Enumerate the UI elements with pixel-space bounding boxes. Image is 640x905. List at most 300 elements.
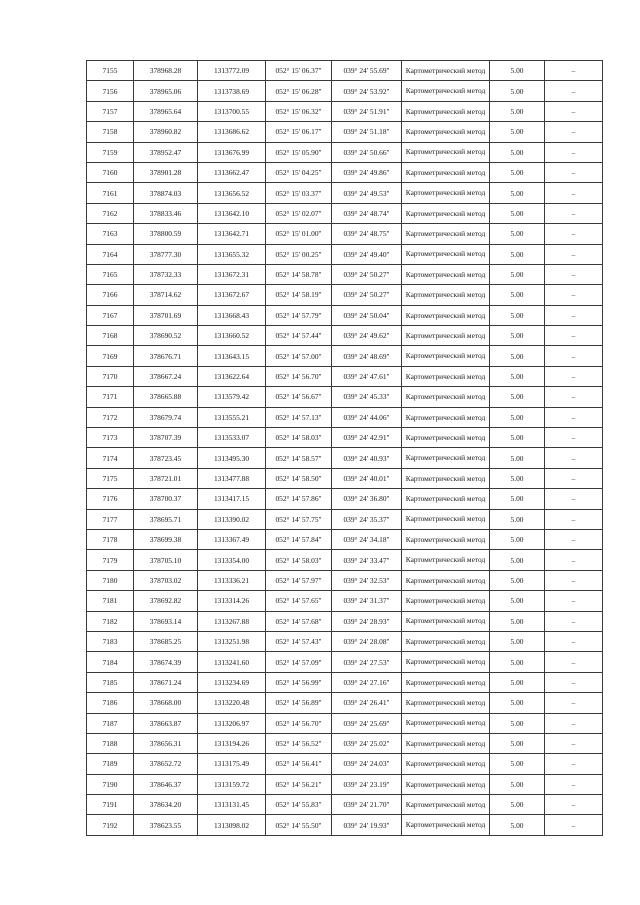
table-row bbox=[87, 203, 603, 223]
x-coordinate-cell: 378646.37 bbox=[134, 774, 198, 794]
x-coordinate-cell: 378874.03 bbox=[134, 183, 198, 203]
note-cell: – bbox=[545, 509, 603, 529]
table-row bbox=[87, 774, 603, 794]
method-cell: Картометрический метод bbox=[402, 652, 490, 672]
point-number-cell: 7165 bbox=[87, 264, 134, 284]
longitude-cell: 039° 24' 19.93" bbox=[332, 815, 402, 835]
y-coordinate-cell: 1313477.88 bbox=[198, 468, 266, 488]
table-row bbox=[87, 366, 603, 386]
y-coordinate-cell: 1313175.49 bbox=[198, 754, 266, 774]
longitude-cell: 039° 24' 55.69" bbox=[332, 61, 402, 81]
latitude-cell: 052° 14' 57.97" bbox=[266, 570, 332, 590]
latitude-cell: 052° 14' 57.09" bbox=[266, 652, 332, 672]
method-cell: Картометрический метод bbox=[402, 183, 490, 203]
point-number-cell: 7181 bbox=[87, 591, 134, 611]
point-number-cell: 7175 bbox=[87, 468, 134, 488]
method-cell: Картометрический метод bbox=[402, 631, 490, 651]
point-number-cell: 7191 bbox=[87, 795, 134, 815]
point-number-cell: 7157 bbox=[87, 101, 134, 121]
method-cell: Картометрический метод bbox=[402, 815, 490, 835]
y-coordinate-cell: 1313672.67 bbox=[198, 285, 266, 305]
latitude-cell: 052° 14' 57.86" bbox=[266, 489, 332, 509]
y-coordinate-cell: 1313533.07 bbox=[198, 428, 266, 448]
note-cell: – bbox=[545, 244, 603, 264]
y-coordinate-cell: 1313772.09 bbox=[198, 61, 266, 81]
method-cell: Картометрический метод bbox=[402, 305, 490, 325]
point-number-cell: 7162 bbox=[87, 203, 134, 223]
point-number-cell: 7163 bbox=[87, 224, 134, 244]
method-cell: Картометрический метод bbox=[402, 795, 490, 815]
y-coordinate-cell: 1313579.42 bbox=[198, 387, 266, 407]
longitude-cell: 039° 24' 48.69" bbox=[332, 346, 402, 366]
note-cell: – bbox=[545, 81, 603, 101]
longitude-cell: 039° 24' 51.91" bbox=[332, 101, 402, 121]
method-cell: Картометрический метод bbox=[402, 529, 490, 549]
note-cell: – bbox=[545, 162, 603, 182]
point-number-cell: 7174 bbox=[87, 448, 134, 468]
longitude-cell: 039° 24' 44.06" bbox=[332, 407, 402, 427]
latitude-cell: 052° 15' 06.28" bbox=[266, 81, 332, 101]
latitude-cell: 052° 14' 57.43" bbox=[266, 631, 332, 651]
table-row bbox=[87, 754, 603, 774]
note-cell: – bbox=[545, 529, 603, 549]
table-row bbox=[87, 162, 603, 182]
accuracy-cell: 5.00 bbox=[490, 326, 545, 346]
x-coordinate-cell: 378652.72 bbox=[134, 754, 198, 774]
method-cell: Картометрический метод bbox=[402, 733, 490, 753]
latitude-cell: 052° 14' 56.70" bbox=[266, 366, 332, 386]
x-coordinate-cell: 378700.37 bbox=[134, 489, 198, 509]
point-number-cell: 7172 bbox=[87, 407, 134, 427]
accuracy-cell: 5.00 bbox=[490, 815, 545, 835]
point-number-cell: 7166 bbox=[87, 285, 134, 305]
table-row bbox=[87, 244, 603, 264]
point-number-cell: 7159 bbox=[87, 142, 134, 162]
latitude-cell: 052° 15' 06.32" bbox=[266, 101, 332, 121]
note-cell: – bbox=[545, 713, 603, 733]
longitude-cell: 039° 24' 27.16" bbox=[332, 672, 402, 692]
table-row bbox=[87, 142, 603, 162]
table-row bbox=[87, 264, 603, 284]
accuracy-cell: 5.00 bbox=[490, 61, 545, 81]
x-coordinate-cell: 378671.24 bbox=[134, 672, 198, 692]
note-cell: – bbox=[545, 203, 603, 223]
x-coordinate-cell: 378705.10 bbox=[134, 550, 198, 570]
table-row bbox=[87, 489, 603, 509]
y-coordinate-cell: 1313390.02 bbox=[198, 509, 266, 529]
note-cell: – bbox=[545, 733, 603, 753]
y-coordinate-cell: 1313098.02 bbox=[198, 815, 266, 835]
longitude-cell: 039° 24' 47.61" bbox=[332, 366, 402, 386]
y-coordinate-cell: 1313336.21 bbox=[198, 570, 266, 590]
y-coordinate-cell: 1313495.30 bbox=[198, 448, 266, 468]
longitude-cell: 039° 24' 27.53" bbox=[332, 652, 402, 672]
longitude-cell: 039° 24' 26.41" bbox=[332, 693, 402, 713]
y-coordinate-cell: 1313367.49 bbox=[198, 529, 266, 549]
note-cell: – bbox=[545, 815, 603, 835]
table-row bbox=[87, 183, 603, 203]
x-coordinate-cell: 378623.55 bbox=[134, 815, 198, 835]
method-cell: Картометрический метод bbox=[402, 570, 490, 590]
point-number-cell: 7176 bbox=[87, 489, 134, 509]
latitude-cell: 052° 14' 58.03" bbox=[266, 428, 332, 448]
latitude-cell: 052° 15' 06.17" bbox=[266, 122, 332, 142]
table-row bbox=[87, 122, 603, 142]
x-coordinate-cell: 378960.82 bbox=[134, 122, 198, 142]
x-coordinate-cell: 378723.45 bbox=[134, 448, 198, 468]
note-cell: – bbox=[545, 407, 603, 427]
note-cell: – bbox=[545, 693, 603, 713]
longitude-cell: 039° 24' 50.27" bbox=[332, 285, 402, 305]
point-number-cell: 7164 bbox=[87, 244, 134, 264]
table-row bbox=[87, 448, 603, 468]
longitude-cell: 039° 24' 53.92" bbox=[332, 81, 402, 101]
latitude-cell: 052° 14' 56.52" bbox=[266, 733, 332, 753]
table-row bbox=[87, 591, 603, 611]
y-coordinate-cell: 1313656.52 bbox=[198, 183, 266, 203]
latitude-cell: 052° 15' 04.25" bbox=[266, 162, 332, 182]
longitude-cell: 039° 24' 50.27" bbox=[332, 264, 402, 284]
accuracy-cell: 5.00 bbox=[490, 550, 545, 570]
y-coordinate-cell: 1313555.21 bbox=[198, 407, 266, 427]
method-cell: Картометрический метод bbox=[402, 509, 490, 529]
method-cell: Картометрический метод bbox=[402, 122, 490, 142]
note-cell: – bbox=[545, 754, 603, 774]
accuracy-cell: 5.00 bbox=[490, 591, 545, 611]
point-number-cell: 7182 bbox=[87, 611, 134, 631]
y-coordinate-cell: 1313655.32 bbox=[198, 244, 266, 264]
x-coordinate-cell: 378668.00 bbox=[134, 693, 198, 713]
note-cell: – bbox=[545, 305, 603, 325]
latitude-cell: 052° 14' 57.75" bbox=[266, 509, 332, 529]
y-coordinate-cell: 1313417.15 bbox=[198, 489, 266, 509]
x-coordinate-cell: 378695.71 bbox=[134, 509, 198, 529]
latitude-cell: 052° 15' 06.37" bbox=[266, 61, 332, 81]
longitude-cell: 039° 24' 24.03" bbox=[332, 754, 402, 774]
accuracy-cell: 5.00 bbox=[490, 366, 545, 386]
y-coordinate-cell: 1313643.15 bbox=[198, 346, 266, 366]
accuracy-cell: 5.00 bbox=[490, 733, 545, 753]
table-row bbox=[87, 346, 603, 366]
x-coordinate-cell: 378663.87 bbox=[134, 713, 198, 733]
longitude-cell: 039° 24' 49.86" bbox=[332, 162, 402, 182]
note-cell: – bbox=[545, 366, 603, 386]
point-number-cell: 7173 bbox=[87, 428, 134, 448]
point-number-cell: 7178 bbox=[87, 529, 134, 549]
longitude-cell: 039° 24' 23.19" bbox=[332, 774, 402, 794]
y-coordinate-cell: 1313642.71 bbox=[198, 224, 266, 244]
note-cell: – bbox=[545, 285, 603, 305]
latitude-cell: 052° 14' 56.21" bbox=[266, 774, 332, 794]
x-coordinate-cell: 378676.71 bbox=[134, 346, 198, 366]
longitude-cell: 039° 24' 28.93" bbox=[332, 611, 402, 631]
point-number-cell: 7187 bbox=[87, 713, 134, 733]
note-cell: – bbox=[545, 142, 603, 162]
point-number-cell: 7171 bbox=[87, 387, 134, 407]
latitude-cell: 052° 14' 57.00" bbox=[266, 346, 332, 366]
y-coordinate-cell: 1313668.43 bbox=[198, 305, 266, 325]
latitude-cell: 052° 15' 01.00" bbox=[266, 224, 332, 244]
y-coordinate-cell: 1313234.69 bbox=[198, 672, 266, 692]
table-row bbox=[87, 631, 603, 651]
x-coordinate-cell: 378833.46 bbox=[134, 203, 198, 223]
table-row bbox=[87, 81, 603, 101]
accuracy-cell: 5.00 bbox=[490, 672, 545, 692]
accuracy-cell: 5.00 bbox=[490, 631, 545, 651]
latitude-cell: 052° 14' 56.99" bbox=[266, 672, 332, 692]
method-cell: Картометрический метод bbox=[402, 61, 490, 81]
latitude-cell: 052° 15' 02.07" bbox=[266, 203, 332, 223]
table-row bbox=[87, 713, 603, 733]
y-coordinate-cell: 1313662.47 bbox=[198, 162, 266, 182]
x-coordinate-cell: 378665.88 bbox=[134, 387, 198, 407]
longitude-cell: 039° 24' 48.74" bbox=[332, 203, 402, 223]
y-coordinate-cell: 1313354.00 bbox=[198, 550, 266, 570]
y-coordinate-cell: 1313241.60 bbox=[198, 652, 266, 672]
accuracy-cell: 5.00 bbox=[490, 81, 545, 101]
accuracy-cell: 5.00 bbox=[490, 611, 545, 631]
note-cell: – bbox=[545, 387, 603, 407]
accuracy-cell: 5.00 bbox=[490, 305, 545, 325]
table-row bbox=[87, 815, 603, 835]
x-coordinate-cell: 378968.28 bbox=[134, 61, 198, 81]
accuracy-cell: 5.00 bbox=[490, 795, 545, 815]
accuracy-cell: 5.00 bbox=[490, 285, 545, 305]
x-coordinate-cell: 378667.24 bbox=[134, 366, 198, 386]
x-coordinate-cell: 378703.02 bbox=[134, 570, 198, 590]
latitude-cell: 052° 14' 56.67" bbox=[266, 387, 332, 407]
note-cell: – bbox=[545, 448, 603, 468]
table-row bbox=[87, 285, 603, 305]
latitude-cell: 052° 14' 57.79" bbox=[266, 305, 332, 325]
y-coordinate-cell: 1313700.55 bbox=[198, 101, 266, 121]
table-row bbox=[87, 795, 603, 815]
accuracy-cell: 5.00 bbox=[490, 428, 545, 448]
point-number-cell: 7183 bbox=[87, 631, 134, 651]
x-coordinate-cell: 378707.39 bbox=[134, 428, 198, 448]
accuracy-cell: 5.00 bbox=[490, 693, 545, 713]
point-number-cell: 7156 bbox=[87, 81, 134, 101]
x-coordinate-cell: 378699.38 bbox=[134, 529, 198, 549]
latitude-cell: 052° 14' 55.50" bbox=[266, 815, 332, 835]
accuracy-cell: 5.00 bbox=[490, 101, 545, 121]
point-number-cell: 7188 bbox=[87, 733, 134, 753]
accuracy-cell: 5.00 bbox=[490, 122, 545, 142]
latitude-cell: 052° 14' 56.70" bbox=[266, 713, 332, 733]
latitude-cell: 052° 14' 58.57" bbox=[266, 448, 332, 468]
longitude-cell: 039° 24' 33.47" bbox=[332, 550, 402, 570]
x-coordinate-cell: 378952.47 bbox=[134, 142, 198, 162]
point-number-cell: 7179 bbox=[87, 550, 134, 570]
y-coordinate-cell: 1313660.52 bbox=[198, 326, 266, 346]
point-number-cell: 7185 bbox=[87, 672, 134, 692]
latitude-cell: 052° 14' 55.83" bbox=[266, 795, 332, 815]
longitude-cell: 039° 24' 49.40" bbox=[332, 244, 402, 264]
accuracy-cell: 5.00 bbox=[490, 509, 545, 529]
y-coordinate-cell: 1313738.69 bbox=[198, 81, 266, 101]
accuracy-cell: 5.00 bbox=[490, 652, 545, 672]
longitude-cell: 039° 24' 31.37" bbox=[332, 591, 402, 611]
method-cell: Картометрический метод bbox=[402, 81, 490, 101]
method-cell: Картометрический метод bbox=[402, 550, 490, 570]
x-coordinate-cell: 378634.20 bbox=[134, 795, 198, 815]
table-row bbox=[87, 326, 603, 346]
accuracy-cell: 5.00 bbox=[490, 774, 545, 794]
latitude-cell: 052° 14' 58.50" bbox=[266, 468, 332, 488]
method-cell: Картометрический метод bbox=[402, 101, 490, 121]
method-cell: Картометрический метод bbox=[402, 366, 490, 386]
accuracy-cell: 5.00 bbox=[490, 570, 545, 590]
table-row bbox=[87, 611, 603, 631]
x-coordinate-cell: 378679.74 bbox=[134, 407, 198, 427]
y-coordinate-cell: 1313220.48 bbox=[198, 693, 266, 713]
note-cell: – bbox=[545, 346, 603, 366]
note-cell: – bbox=[545, 591, 603, 611]
accuracy-cell: 5.00 bbox=[490, 468, 545, 488]
x-coordinate-cell: 378800.59 bbox=[134, 224, 198, 244]
point-number-cell: 7189 bbox=[87, 754, 134, 774]
method-cell: Картометрический метод bbox=[402, 448, 490, 468]
longitude-cell: 039° 24' 45.33" bbox=[332, 387, 402, 407]
y-coordinate-cell: 1313251.98 bbox=[198, 631, 266, 651]
y-coordinate-cell: 1313267.88 bbox=[198, 611, 266, 631]
x-coordinate-cell: 378690.52 bbox=[134, 326, 198, 346]
method-cell: Картометрический метод bbox=[402, 285, 490, 305]
y-coordinate-cell: 1313622.64 bbox=[198, 366, 266, 386]
y-coordinate-cell: 1313194.26 bbox=[198, 733, 266, 753]
note-cell: – bbox=[545, 611, 603, 631]
table-row bbox=[87, 672, 603, 692]
y-coordinate-cell: 1313131.45 bbox=[198, 795, 266, 815]
accuracy-cell: 5.00 bbox=[490, 162, 545, 182]
table-row bbox=[87, 407, 603, 427]
y-coordinate-cell: 1313206.97 bbox=[198, 713, 266, 733]
latitude-cell: 052° 14' 56.41" bbox=[266, 754, 332, 774]
accuracy-cell: 5.00 bbox=[490, 713, 545, 733]
latitude-cell: 052° 14' 58.78" bbox=[266, 264, 332, 284]
latitude-cell: 052° 15' 05.90" bbox=[266, 142, 332, 162]
point-number-cell: 7167 bbox=[87, 305, 134, 325]
latitude-cell: 052° 14' 57.44" bbox=[266, 326, 332, 346]
point-number-cell: 7161 bbox=[87, 183, 134, 203]
y-coordinate-cell: 1313676.99 bbox=[198, 142, 266, 162]
table-row bbox=[87, 570, 603, 590]
x-coordinate-cell: 378901.28 bbox=[134, 162, 198, 182]
table-row bbox=[87, 387, 603, 407]
accuracy-cell: 5.00 bbox=[490, 489, 545, 509]
longitude-cell: 039° 24' 40.01" bbox=[332, 468, 402, 488]
longitude-cell: 039° 24' 50.66" bbox=[332, 142, 402, 162]
table-row bbox=[87, 509, 603, 529]
method-cell: Картометрический метод bbox=[402, 387, 490, 407]
latitude-cell: 052° 14' 57.84" bbox=[266, 529, 332, 549]
note-cell: – bbox=[545, 652, 603, 672]
x-coordinate-cell: 378692.82 bbox=[134, 591, 198, 611]
x-coordinate-cell: 378674.39 bbox=[134, 652, 198, 672]
y-coordinate-cell: 1313672.31 bbox=[198, 264, 266, 284]
method-cell: Картометрический метод bbox=[402, 326, 490, 346]
y-coordinate-cell: 1313686.62 bbox=[198, 122, 266, 142]
note-cell: – bbox=[545, 224, 603, 244]
method-cell: Картометрический метод bbox=[402, 774, 490, 794]
method-cell: Картометрический метод bbox=[402, 611, 490, 631]
longitude-cell: 039° 24' 49.53" bbox=[332, 183, 402, 203]
y-coordinate-cell: 1313159.72 bbox=[198, 774, 266, 794]
coordinates-table bbox=[86, 60, 603, 836]
table-row bbox=[87, 305, 603, 325]
longitude-cell: 039° 24' 28.08" bbox=[332, 631, 402, 651]
accuracy-cell: 5.00 bbox=[490, 264, 545, 284]
y-coordinate-cell: 1313314.26 bbox=[198, 591, 266, 611]
point-number-cell: 7168 bbox=[87, 326, 134, 346]
x-coordinate-cell: 378714.62 bbox=[134, 285, 198, 305]
longitude-cell: 039° 24' 40.93" bbox=[332, 448, 402, 468]
note-cell: – bbox=[545, 326, 603, 346]
point-number-cell: 7192 bbox=[87, 815, 134, 835]
note-cell: – bbox=[545, 468, 603, 488]
longitude-cell: 039° 24' 25.02" bbox=[332, 733, 402, 753]
latitude-cell: 052° 14' 57.13" bbox=[266, 407, 332, 427]
note-cell: – bbox=[545, 631, 603, 651]
longitude-cell: 039° 24' 50.04" bbox=[332, 305, 402, 325]
point-number-cell: 7170 bbox=[87, 366, 134, 386]
longitude-cell: 039° 24' 21.70" bbox=[332, 795, 402, 815]
method-cell: Картометрический метод bbox=[402, 672, 490, 692]
accuracy-cell: 5.00 bbox=[490, 529, 545, 549]
longitude-cell: 039° 24' 49.62" bbox=[332, 326, 402, 346]
accuracy-cell: 5.00 bbox=[490, 203, 545, 223]
note-cell: – bbox=[545, 550, 603, 570]
table-row bbox=[87, 652, 603, 672]
method-cell: Картометрический метод bbox=[402, 428, 490, 448]
table-row bbox=[87, 529, 603, 549]
table-row bbox=[87, 428, 603, 448]
point-number-cell: 7186 bbox=[87, 693, 134, 713]
note-cell: – bbox=[545, 570, 603, 590]
method-cell: Картометрический метод bbox=[402, 162, 490, 182]
x-coordinate-cell: 378732.33 bbox=[134, 264, 198, 284]
longitude-cell: 039° 24' 36.80" bbox=[332, 489, 402, 509]
table-body bbox=[87, 61, 603, 836]
latitude-cell: 052° 15' 00.25" bbox=[266, 244, 332, 264]
latitude-cell: 052° 14' 58.03" bbox=[266, 550, 332, 570]
latitude-cell: 052° 14' 57.68" bbox=[266, 611, 332, 631]
accuracy-cell: 5.00 bbox=[490, 142, 545, 162]
latitude-cell: 052° 15' 03.37" bbox=[266, 183, 332, 203]
method-cell: Картометрический метод bbox=[402, 754, 490, 774]
accuracy-cell: 5.00 bbox=[490, 183, 545, 203]
note-cell: – bbox=[545, 61, 603, 81]
table-row bbox=[87, 224, 603, 244]
note-cell: – bbox=[545, 264, 603, 284]
method-cell: Картометрический метод bbox=[402, 142, 490, 162]
table-row bbox=[87, 468, 603, 488]
method-cell: Картометрический метод bbox=[402, 224, 490, 244]
x-coordinate-cell: 378656.31 bbox=[134, 733, 198, 753]
x-coordinate-cell: 378777.30 bbox=[134, 244, 198, 264]
longitude-cell: 039° 24' 25.69" bbox=[332, 713, 402, 733]
accuracy-cell: 5.00 bbox=[490, 224, 545, 244]
method-cell: Картометрический метод bbox=[402, 407, 490, 427]
point-number-cell: 7190 bbox=[87, 774, 134, 794]
latitude-cell: 052° 14' 56.89" bbox=[266, 693, 332, 713]
method-cell: Картометрический метод bbox=[402, 591, 490, 611]
longitude-cell: 039° 24' 51.18" bbox=[332, 122, 402, 142]
longitude-cell: 039° 24' 48.75" bbox=[332, 224, 402, 244]
x-coordinate-cell: 378701.69 bbox=[134, 305, 198, 325]
longitude-cell: 039° 24' 42.91" bbox=[332, 428, 402, 448]
x-coordinate-cell: 378965.06 bbox=[134, 81, 198, 101]
